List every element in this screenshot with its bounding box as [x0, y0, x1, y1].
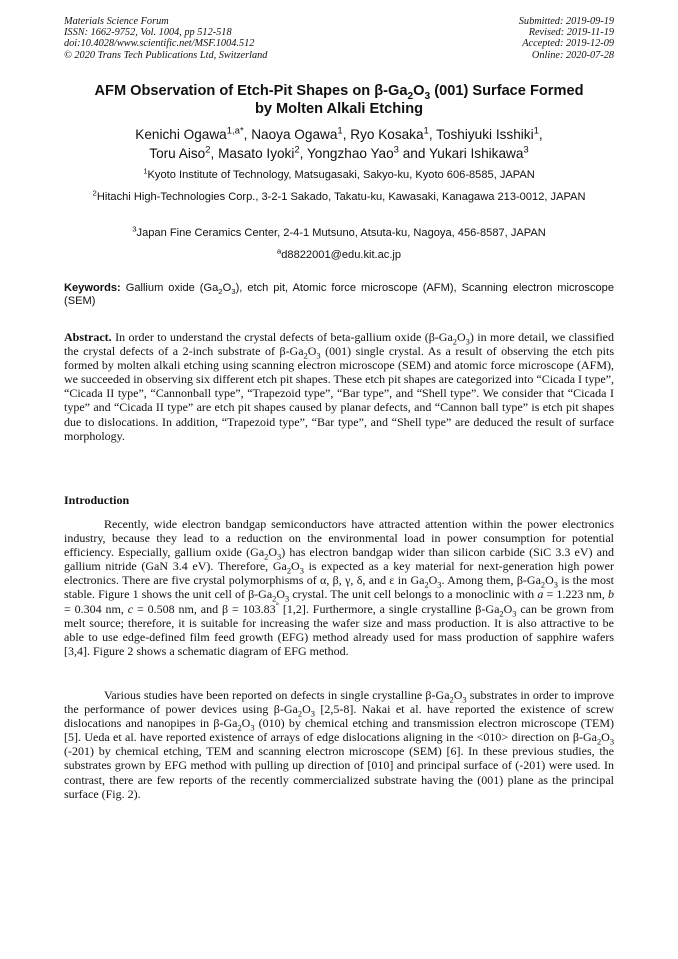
- affiliation-1: $^1$Kyoto Institute of Technology, Matsugasaki, Sakyo-ku, Kyoto 606-8585, JAPAN: [143, 166, 535, 181]
- date-accepted: Accepted: 2019-12-09: [522, 38, 614, 50]
- author: Kenichi Ogawa: [135, 127, 227, 142]
- date-revised: Revised: 2019-11-19: [528, 27, 614, 39]
- author: Naoya Ogawa: [251, 127, 338, 142]
- dates-header: [519, 16, 614, 61]
- author-list: Kenichi Ogawa$^{1,a*}$, Naoya Ogawa$^1$, Ryo Kosaka$^1$, Toshiyuki Isshiki$^1$, Toru Aiso$^2$, Masato Iyoki$^2$, Yongzhao Yao$^3$ and Yukari Ishikawa$^3$: [135, 125, 543, 161]
- journal-copyright: © 2020 Trans Tech Publications Ltd, Switzerland: [64, 49, 268, 61]
- author: Yukari Ishikawa: [428, 145, 524, 161]
- section-heading-introduction: Introduction: [64, 493, 130, 507]
- affiliation-3: $^3$Japan Fine Ceramics Center, 2-4-1 Mutsuno, Atsuta-ku, Nagoya, 456-8587, JAPAN: [132, 224, 546, 239]
- author-email: $^a$d8822001@edu.kit.ac.jp: [276, 246, 402, 261]
- journal-doi: doi:10.4028/www.scientific.net/MSF.1004.512: [64, 38, 255, 50]
- intro-paragraph-2: Various studies have been reported on defects in single crystalline $\beta-Ga_2O_3$ substrates in order to improve the performance of power devices using $\beta-Ga_2O_3$ [2,5-8]. Nakai et al. have reported the existence of screw dislocations and nanopipes in $\beta-Ga_2O_3$ (010) by chemical etching and transmission electron microscope (TEM) [5]. Ueda et al. have reported existence of arrays of edge dislocations aligning in the <010> direction on $\beta-Ga_2O_3$ (-201) by chemical etching, TEM and scanning electron microscope (SEM) [6]. In these previous studies, the substrates grown by EFG method with pulling up direction of [010] and principal surface of (-201) were used. In contrast, there are few reports of the recently commercialized substrate having the (001) plane as the principal surface (Fig. 2).: [64, 688, 614, 801]
- keywords: Keywords: Gallium oxide $(Ga_2O_3)$, etch pit, Atomic force microscope (AFM), Scanning electron microscope (SEM): [64, 282, 614, 308]
- date-online: Online: 2020-07-28: [531, 49, 614, 61]
- abstract: Abstract. In order to understand the crystal defects of beta-gallium oxide $(\beta-Ga_2O_3)$ in more detail, we classified the crystal defects of a 2-inch substrate of $\beta-Ga_2O_3$ (001) single crystal. As a result of observing the etch pits formed by molten alkali etching using scanning electron microscope (SEM) and atomic force microscope (AFM), we succeeded in observing six different etch pit shapes. These etch pit shapes are categorized into “Cicada I type”, “Cicada II type”, “Cannonball type”, “Trapezoid type”, “Bar type”, and “Shell type”. We consider that “Cicada I type” and “Cicada II type” are etch pit shapes caused by planar defects, and “Cannon ball type” is etch pit shapes due to dislocations. In addition, “Trapezoid type”, “Bar type”, and “Shell type” are deduced the result of surface morphology.: [64, 330, 615, 443]
- author: Ryo Kosaka: [350, 127, 424, 142]
- author: Yongzhao Yao: [306, 145, 394, 161]
- intro-paragraph-1: Recently, wide electron bandgap semiconductors have attracted attention within the power electronics industry, because they lead to a reduction on the environmental load in power consumption for potential efficiency. Especially, gallium oxide $(Ga_2O_3)$ has electron bandgap wider than silicon carbide (SiC 3.3 eV) and gallium nitride (GaN 3.4 eV). Therefore, $Ga_2O_3$ is expected as a key material for next-generation high power electronics. There are five crystal polymorphisms of α, β, γ, δ, and ε in $Ga_2O_3$. Among them, $\beta-Ga_2O_3$ is the most stable. Figure 1 shows the unit cell of $\beta-Ga_2O_3$ crystal. The unit cell belongs to a monoclinic with a = 1.223 nm, b = 0.304 nm, c = 0.508 nm, and β = 103.83° [1,2]. Furthermore, a single crystalline $\beta-Ga_2O_3$ can be grown from melt source; therefore, it is suitable for increasing the wafer size and mass production. It is also attractive to be able to use edge-defined film feed growth (EFG) method already used for mass production of sapphire wafers [3,4]. Figure 2 shows a schematic diagram of EFG method.: [64, 517, 614, 658]
- author: Masato Iyoki: [218, 145, 295, 161]
- affiliation-2: $^2$Hitachi High-Technologies Corp., 3-2-1 Sakado, Takatu-ku, Kawasaki, Kanagawa 213-0012, JAPAN: [92, 188, 586, 203]
- abstract-label: Abstract.: [64, 330, 112, 344]
- keywords-label: Keywords:: [64, 282, 121, 294]
- journal-name: Materials Science Forum: [64, 16, 169, 27]
- journal-header: [64, 16, 267, 61]
- author: Toshiyuki Isshiki: [436, 127, 534, 142]
- author: Toru Aiso: [149, 145, 206, 161]
- journal-issn: ISSN: 1662-9752, Vol. 1004, pp 512-518: [64, 27, 232, 39]
- paper-title: AFM Observation of Etch-Pit Shapes on $\beta-Ga_2O_3$ (001) Surface Formed by Molten Alkali Etching: [94, 83, 584, 117]
- date-submitted: Submitted: 2019-09-19: [518, 16, 614, 27]
